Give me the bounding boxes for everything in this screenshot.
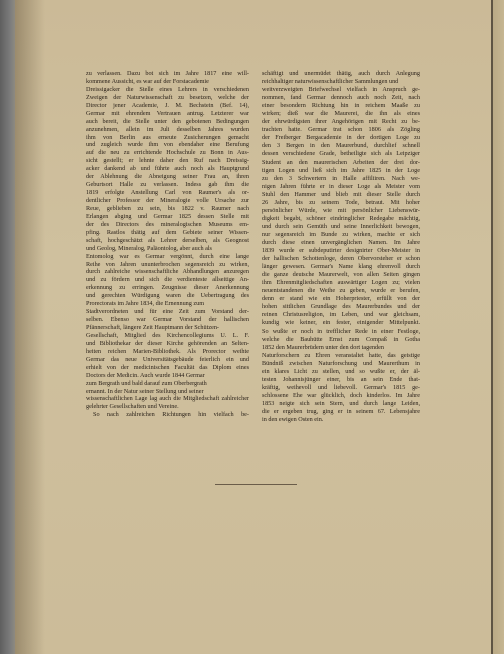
text-line: heiten reichen Marien-Bibliothek. Als Prorector weihte (86, 347, 249, 355)
text-line: erhielt von der medicinischen Facultät das Diplom eines (86, 363, 249, 371)
text-line: Reihe von Jahren ununterbrochen segensreich zu wirken, (86, 260, 249, 268)
text-line: 1853 neigte sich sein Stern, und durch lange Leiden, (262, 399, 420, 407)
text-line: 1819 erfolgte Anstellung Carl von Raumer's als or- (86, 189, 249, 197)
text-line: 1852 den Maurerbrüdern unter den dort tagenden (262, 343, 384, 351)
text-line: Gesellschaft, Mitglied des Kirchencollegiums U. L. F. (86, 331, 249, 339)
text-line: nommen, fand Germar dennoch auch noch Zeit, nach (262, 94, 420, 102)
left-text-column (86, 70, 249, 419)
text-line: Naturforschern zu Ehren veranstaltet hatte, das geistige (262, 351, 420, 359)
text-line: 26 Jahre, bis zu seinem Tode, betraut. Mit hoher (262, 198, 420, 206)
text-line: zum Bergrath und bald darauf zum Oberbergrath (86, 379, 207, 387)
text-line: So nach zahlreichen Richtungen hin vielfach be- (93, 411, 249, 419)
text-line: pfing. Rastlos thätig auf dem Gebiete seiner Wissen- (86, 228, 249, 236)
text-line: der ehrwürdigsten ihrer Angehörigen mit Recht zu be- (262, 118, 420, 126)
text-line: weitverzweigten Briefwechsel vielfach in Anspruch ge- (262, 86, 420, 94)
binding-margin (0, 0, 15, 654)
text-line: Zweigen der Naturwissenschaft zu besetzen, welche der (86, 93, 249, 101)
text-line: nur segensreich im Bunde zu wirken, machte er sich (262, 230, 420, 238)
text-line: Stuhl den Hammer und blieb mit dieser Stelle durch (262, 190, 420, 198)
right-text-column (262, 70, 420, 424)
text-line: anzunehmen, allein im Juli desselben Jahres wurden (86, 125, 249, 133)
text-line: ernannt. In der Natur seiner Stellung und seiner (86, 387, 204, 395)
text-line: und durch sein Gemüth und seine Innerlichkeit bewogen, (262, 222, 420, 230)
text-line: trachten hatte. Germar trat schon 1806 als Zögling (262, 126, 420, 134)
text-line: und zu fördern und sich die verdienteste allseitige An- (86, 276, 249, 284)
text-line: den 3 Bergen in den Maurerbund, durchlief schnell (262, 142, 420, 150)
text-line: zu den 3 Schwertern in Halle affiliiren. Nach we- (262, 174, 420, 182)
text-line: welche die Bauhütte Ernst zum Compaß in Gotha (262, 335, 420, 343)
text-line: der des Directors des mineralogischen Museums em- (86, 220, 249, 228)
text-line: Doctors der Medicin. Auch wurde 1844 Germar (86, 371, 205, 379)
text-line: kundig wie keiner, ein fester, einigender Mittelpunkt. (262, 319, 420, 327)
text-line: und Bibliothekar der dieser Kirche gehörenden an Selten- (86, 339, 249, 347)
text-line: neuentstandenen die Weihe zu geben, wurde er berufen, (262, 287, 420, 295)
text-line: reinen Christusreligion, im Leben, und war gleichsam, (262, 311, 420, 319)
text-line: hohen sittlichen Grundlage des Maurerbundes und der (262, 303, 420, 311)
text-line: digkeit begabt, schöner eindringlicher Redegabe mächtig, (262, 214, 420, 222)
text-line: Student an den maurerischen Arbeiten der drei dor- (262, 158, 420, 166)
text-line: acker dankend ab und führte auch noch als Hauptgrund (86, 165, 249, 173)
text-line: sicht gestellt; er lehnte daher den Ruf nach Dreissig- (86, 157, 249, 165)
text-line: erkennung zu erringen. Zeugnisse dieser Anerkennung (86, 284, 249, 292)
text-line: durch diese einen unvergänglichen Namen. Im Jahre (262, 238, 420, 246)
text-line: zu verlassen. Dazu bot sich im Jahre 1817 eine will- (86, 70, 249, 77)
text-line: und Geolog, Mineralog, Paläontolog, aber auch als (86, 244, 212, 252)
text-line: der Ablehnung die Abneigung seiner Frau an, ihren (86, 173, 249, 181)
text-line: die er ergeben trug, ging er in seinem 67. Lebensjahre (262, 407, 420, 415)
text-line: ein klares Licht zu stellen, und so wußte er, der äl- (262, 367, 420, 375)
text-line: wissenschaftlichen Lage lag auch die Mitgliedschaft zahlreicher (86, 395, 249, 403)
text-line: wirken; dieß war die Maurerei, die ihn als eines (262, 110, 420, 118)
text-line: dentlicher Professor der Mineralogie volle Ursache zur (86, 197, 249, 204)
text-line: schlossene Ehe war glücklich, doch kinderlos. Im Jahre (262, 391, 420, 399)
text-line: Stadtverordneten und für eine Zeit zum Vorstand der- (86, 308, 249, 316)
text-line: gelehrter Gesellschaften und Vereine. (86, 403, 179, 411)
text-line: persönlicher Würde, wie mit persönlicher Liebenswür- (262, 206, 420, 214)
text-line: ihm Ehrenmitgliedschaften auswärtiger Logen zu; vielen (262, 279, 420, 287)
text-line: Reue, geblieben zu sein, bis 1822 v. Raumer nach (86, 204, 249, 212)
text-line: auf die neu zu errichtende Hochschule zu Bonn in Aus- (86, 149, 249, 157)
text-line: die ganze deutsche Maurerwelt, von allen Seiten gingen (262, 271, 420, 279)
text-line: auch bereit, die Stelle unter den gebotenen Bedingungen (86, 117, 249, 125)
text-line: reichhaltiger naturwissenschaftlicher Sammlungen und (262, 78, 399, 86)
text-line: schäftigt und unermüdet thätig, auch durch Anlegung (262, 70, 420, 77)
text-line: Entomolog war es Germar vergönnt, durch eine lange (86, 252, 249, 260)
text-line: ihm von Berlin aus erneute Zusicherungen gemacht (86, 133, 249, 141)
text-line: denn er stand wie ein Hoherpriester, erfüllt von der (262, 295, 420, 303)
text-line: So wußte er noch in trefflicher Rede in einer Festloge, (262, 327, 420, 335)
text-line: Geburtsort Halle zu verlassen. Indess gab ihm die (86, 181, 249, 189)
section-divider (215, 484, 297, 485)
text-line: und zugleich wurde ihm von ebendaher eine Berufung (86, 141, 249, 149)
gutter-shadow (15, 0, 45, 654)
text-line: und gerechten Würdigung waren die Uebertragung des (86, 292, 249, 300)
text-line: tigen Logen und ließ sich im Jahre 1825 in der Loge (262, 166, 420, 174)
text-line: einer besondern Richtung hin in reichem Maaße zu (262, 102, 420, 110)
text-line: Germar das neue Universitätsgebäude feierlich ein und (86, 355, 249, 363)
text-line: Erlangen abging und Germar 1825 dessen Stelle mit (86, 212, 249, 220)
text-line: 1839 wurde er subdeputirter designirter Ober-Meister in (262, 247, 420, 255)
text-line: in den ewigen Osten ein. (262, 416, 324, 424)
underlying-page-strip (493, 0, 504, 654)
text-line: schaft, hochgeschätzt als Lehrer derselben, als Geognost (86, 236, 249, 244)
text-line: der hallischen Schottenloge, deren Obervorsteher er schon (262, 255, 420, 263)
text-line: Germar mit ehrendem Vertrauen antrug. Letzterer war (86, 109, 249, 117)
text-line: Prorectorats im Jahre 1834, die Ernennung zum (86, 300, 205, 308)
text-line: kräftig, weihevoll und liebevoll. Germar's 1815 ge- (262, 383, 420, 391)
text-line: Bündniß zwischen Naturforschung und Maurerthum in (262, 359, 420, 367)
text-line: kommene Aussicht, es war auf der Forstacademie (86, 77, 209, 85)
text-line: länger gewesen. Germar's Name klang ehrenvoll durch (262, 263, 420, 271)
text-line: testen Johannisjünger einer, bis an sein Ende that- (262, 375, 420, 383)
text-line: nigen Jahren führte er in dieser Loge als Meister vom (262, 182, 420, 190)
text-line: selben. Ebenso war Germar Vorstand der hallischen (86, 316, 249, 324)
text-line: Pfännerschaft, längere Zeit Hauptmann der Schützen- (86, 324, 219, 331)
text-line: dessen verschiedene Grade, betheiligte sich als Leipziger (262, 150, 420, 158)
text-line: Director jener Academie, J. M. Bechstein (Bef. 14), (86, 101, 249, 109)
text-line: der Freiberger Bergacademie in der dortigen Loge zu (262, 134, 420, 142)
text-line: Dreissigacker die Stelle eines Lehrers in verschiedenen (86, 85, 249, 93)
text-line: durch zahlreiche wissenschaftliche Abhandlungen anzuregen (86, 268, 249, 276)
